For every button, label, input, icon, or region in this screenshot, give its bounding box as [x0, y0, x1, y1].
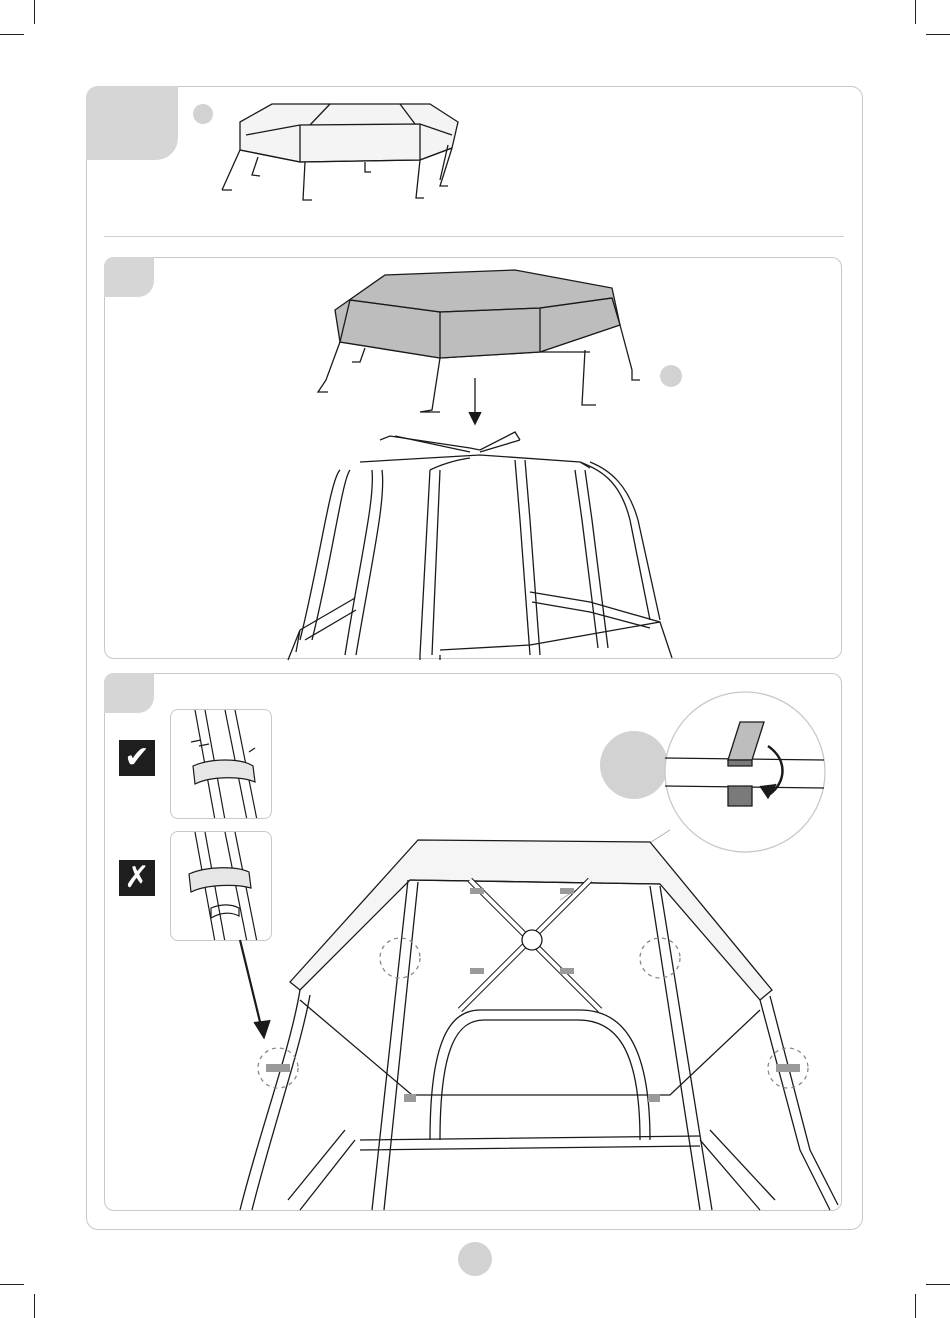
page-number [458, 1242, 492, 1276]
crop-mark [915, 1294, 916, 1318]
crop-mark [0, 1284, 24, 1285]
crop-mark [926, 1284, 950, 1285]
cross-mark-icon: ✗ [119, 860, 155, 896]
crop-mark [34, 1294, 35, 1318]
check-mark-icon: ✔ [119, 740, 155, 776]
